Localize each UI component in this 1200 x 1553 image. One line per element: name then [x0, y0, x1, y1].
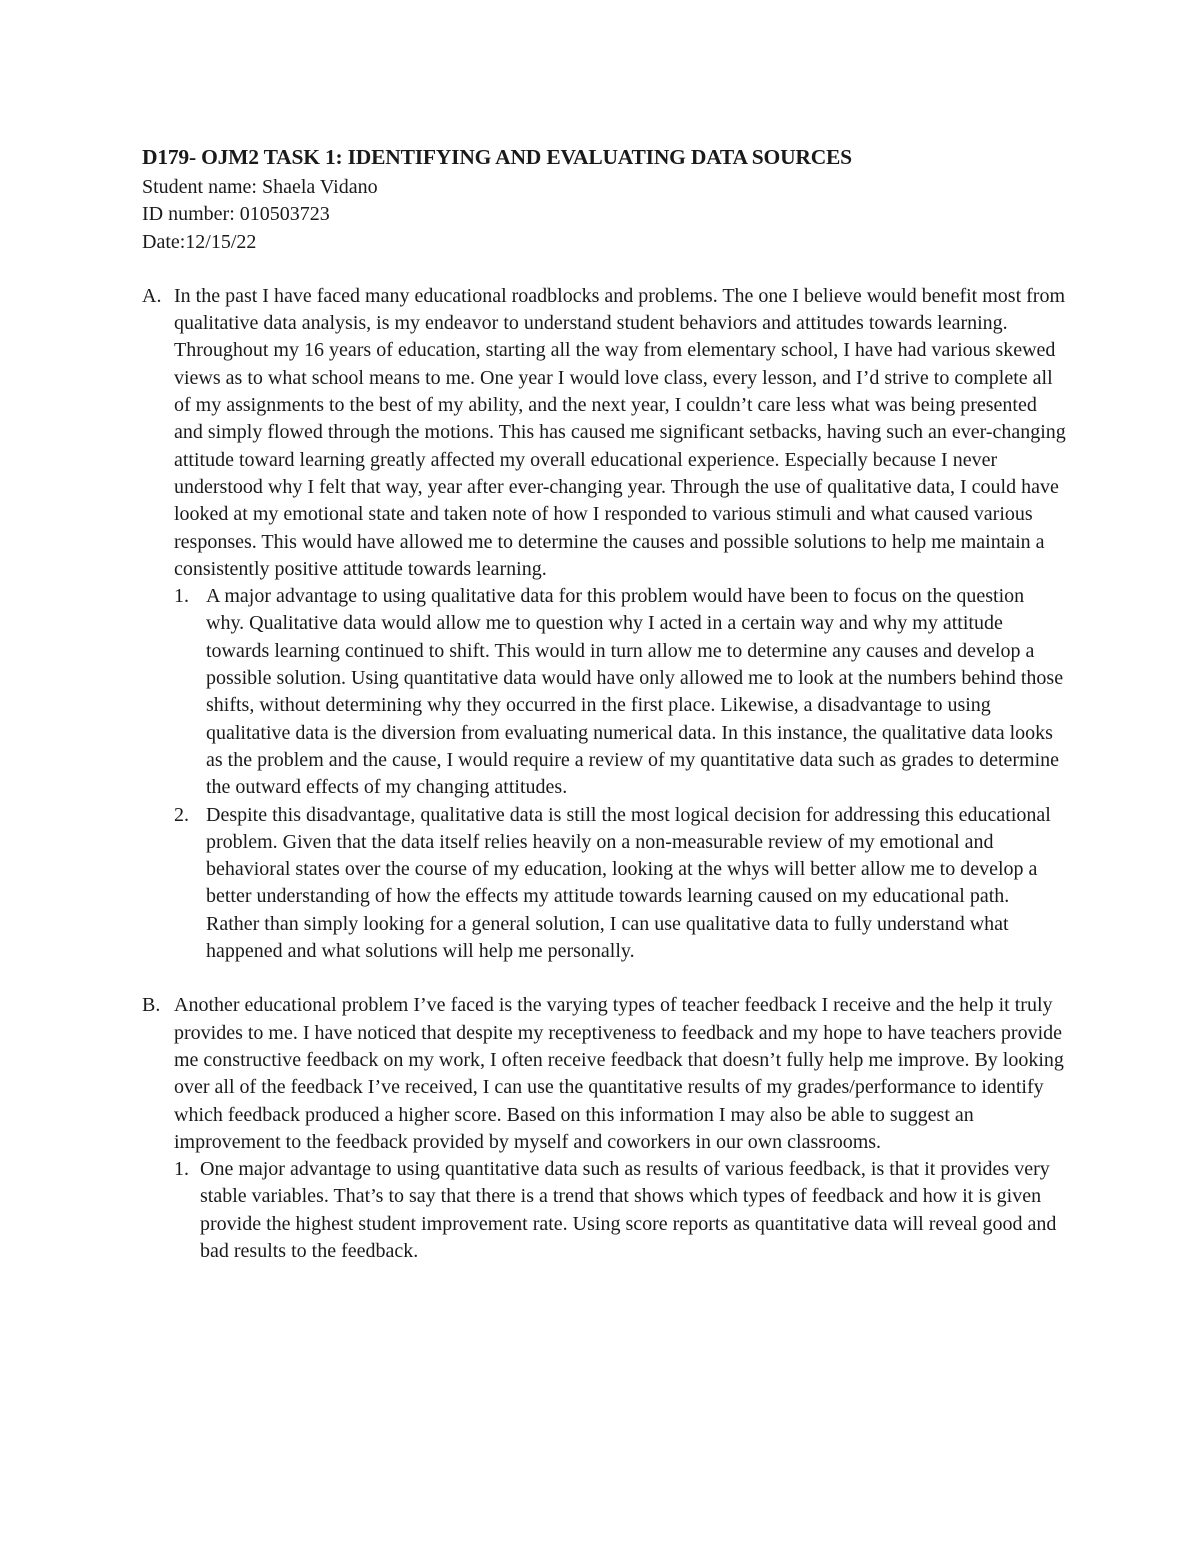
list-item [174, 1156, 1067, 1265]
document-content [142, 141, 1067, 1265]
section-paragraph: Another educational problem I’ve faced is the varying types of teacher feedback I receive and the help it truly provides to me. I have noticed that despite my receptiveness to feedback and my hope to have teachers provide me constructive feedback on my work, I often receive feedback that doesn’t fully help me improve. By looking over all of the feedback I’ve received, I can use the quantitative results of my grades/performance to identify which feedback produced a higher score. Based on this information I may also be able to suggest an improvement to the feedback provided by myself and coworkers in our own classrooms. [174, 994, 1064, 1153]
id-number: ID number: 010503723 [142, 203, 330, 226]
student-name: Student name: Shaela Vidano [142, 176, 378, 198]
section-marker: B. [142, 994, 161, 1017]
list-item-marker: 1. [174, 585, 189, 608]
list-item-text: A major advantage to using qualitative data for this problem would have been to focus on the question why. Qualitative data would allow me to question why I acted in a certain way and why my attitude towards learning continued to shift. This would in turn allow me to determine any causes and develop a possible solution. Using quantitative data would have only allowed me to look at the numbers behind those shifts, without determining why they occurred in the first place. Likewise, a disadvantage to using qualitative data is the diversion from evaluating numerical data. In this instance, the qualitative data looks as the problem and the cause, I would require a review of my quantitative data such as grades to determine the outward effects of my changing attitudes. [206, 585, 1064, 799]
section-marker: A. [142, 284, 162, 307]
list-item-text: Despite this disadvantage, qualitative data is still the most logical decision for addressing this educational problem. Given that the data itself relies heavily on a non-measurable review of my emotional and behavioral states over the course of my education, looking at the whys will better allow me to develop a better understanding of how the effects my attitude towards learning caused on my educational path. Rather than simply looking for a general solution, I can use qualitative data to fully understand what happened and what solutions will help me personally. [206, 803, 1051, 963]
date: Date:12/15/22 [142, 230, 257, 253]
section-b [142, 992, 1067, 1265]
list-item-marker: 1. [174, 1158, 189, 1181]
section-a [142, 283, 1067, 965]
list-item-marker: 2. [174, 803, 189, 826]
section-paragraph: In the past I have faced many educational roadblocks and problems. The one I believe would benefit most from qualitative data analysis, is my endeavor to understand student behaviors and attitudes towards learning. Throughout my 16 years of education, starting all the way from elementary school, I have had various skewed views as to what school means to me. One year I would love class, every lesson, and I’d strive to complete all of my assignments to the best of my ability, and the next year, I couldn’t care less what was being presented and simply flowed through the motions. This has caused me significant setbacks, having such an ever-changing attitude toward learning greatly affected my overall educational experience. Especially because I never understood why I felt that way, year after ever-changing year. Through the use of qualitative data, I could have looked at my emotional state and taken note of how I responded to various stimuli and what caused various responses. This would have allowed me to determine the causes and possible solutions to help me maintain a consistently positive attitude towards learning. [174, 284, 1066, 580]
document-title: D179- OJM2 TASK 1: IDENTIFYING AND EVALUATING DATA SOURCES [142, 145, 852, 169]
list-item [174, 802, 1067, 966]
list-item-text: One major advantage to using quantitative data such as results of various feedback, is that it provides very stable variables. That’s to say that there is a trend that shows which types of feedback and how it is given provide the highest student improvement rate. Using score reports as quantitative data will reveal good and bad results to the feedback. [200, 1158, 1057, 1262]
list-item [174, 583, 1067, 801]
